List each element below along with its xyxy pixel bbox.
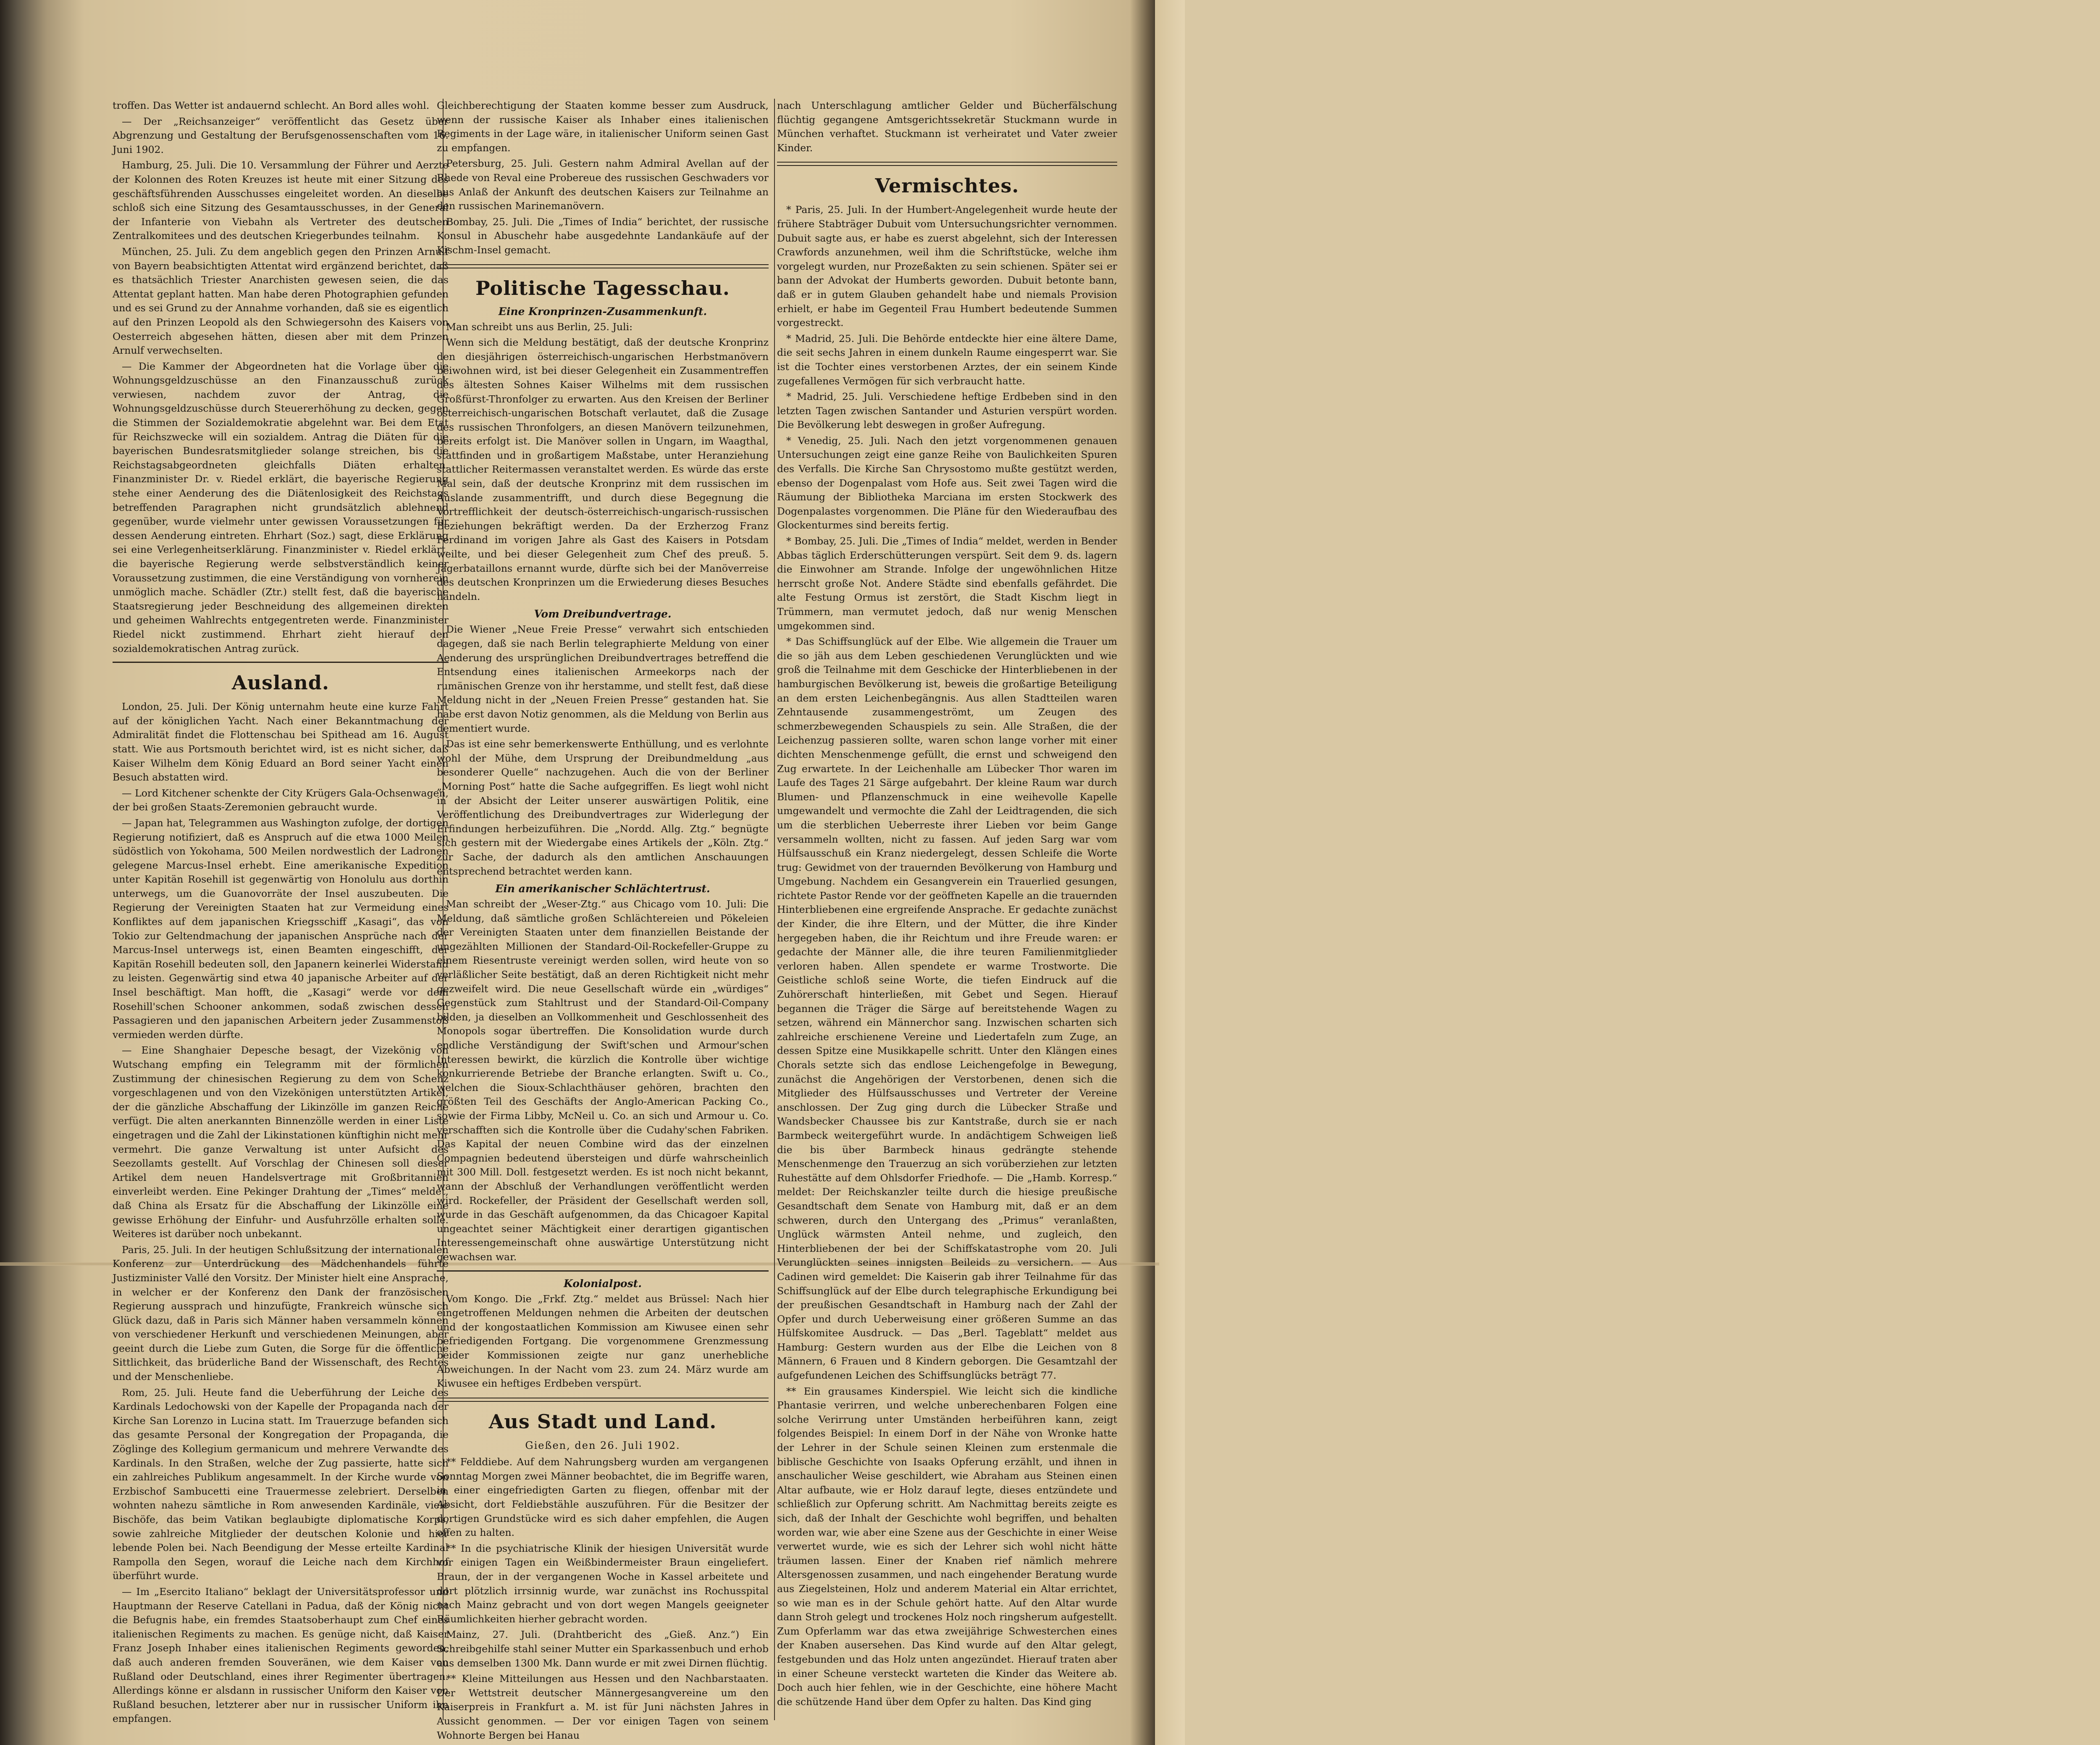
section-rule <box>777 162 1117 166</box>
article-text: troffen. Das Wetter ist andauernd schlecht. An Bord alles wohl. <box>113 100 430 111</box>
subheading-kolonialpost: Kolonialpost. <box>564 1277 642 1290</box>
article-text: — Im „Esercito Italiano“ beklagt der Universitätsprofessor und Hauptmann der Reserve Catellani in Padua, daß der König nicht die Befugnis habe, ein fremdes Staatsoberhaupt zum Chef eines italienischen Regiments zu machen. Es genüge nicht, daß Kaiser Franz Joseph Inhaber eines italienischen Regiments geworden, daß auch anderen fremden Souveränen, wie dem Kaiser von Rußland oder Deutschland, eines ihrer Regimenter übertragen. Allerdings könne er alsdann in russischer Uniform den Kaiser von Rußland besuchen, letzterer aber nur in russischer Uniform ihn empfangen. <box>113 1585 449 1725</box>
section-rule <box>437 1270 769 1272</box>
dateline: Gießen, den 26. Juli 1902. <box>525 1439 680 1451</box>
article-text: — Lord Kitchener schenkte der City Krügers Gala-Ochsenwagen, der bei großen Staats-Zeremonien gebraucht wurde. <box>113 787 449 813</box>
article-text: * Madrid, 25. Juli. Verschiedene heftige Erdbeben sind in den letzten Tagen zwischen Santander und Asturien verspürt worden. Die Bevölkerung lebt deswegen in großer Aufregung. <box>777 391 1117 431</box>
article-text: Das ist eine sehr bemerkenswerte Enthüllung, und es verlohnte wohl der Mühe, dem Ursprung der Dreibundmeldung „aus besonderer Quelle“ nachzugehen. Auch die von der Berliner „Morning Post“ hatte die Sache aufgegriffen. Es liegt wohl nicht in der Absicht der Leiter unserer auswärtigen Politik, eine Veröffentlichung des Dreibundvertrages zur Widerlegung der Erfindungen herbeizuführen. Die „Nordd. Allg. Ztg.“ begnügte sich gestern mit der Wiedergabe eines Artikels der „Köln. Ztg.“ zur Sache, der dadurch als den amtlichen Anschauungen entsprechend betrachtet werden kann. <box>437 738 769 877</box>
article-text: ** Felddiebe. Auf dem Nahrungsberg wurden am vergangenen Sonntag Morgen zwei Männer beobachtet, die im Begriffe waren, in einer eingefriedigten Garten zu fliegen, offenbar mit der Absicht, dort Feldiebstähle auszuführen. Für die Besitzer der dortigen Grundstücke wird es sich daher empfehlen, die Augen offen zu halten. <box>437 1456 769 1539</box>
article-text: Petersburg, 25. Juli. Gestern nahm Admiral Avellan auf der Rhede von Reval eine Probereue des russischen Geschwaders vor aus Anlaß der Ankunft des deutschen Kaisers zur Teilnahme an den russischen Marinemanövern. <box>437 158 769 212</box>
article-text: London, 25. Juli. Der König unternahm heute eine kurze Fahrt auf der königlichen Yacht. Nach einer Bekanntmachung der Admiralität findet die Flottenschau bei Spithead am 16. August statt. Wie aus Portsmouth berichtet wird, ist es nicht sicher, daß Kaiser Wilhelm dem König Eduard an Bord seiner Yacht einen Besuch abstatten wird. <box>113 701 449 783</box>
section-heading-politische-tagesschau: Politische Tagesschau. <box>475 276 730 300</box>
article-text: Vom Kongo. Die „Frkf. Ztg.“ meldet aus Brüssel: Nach hier eingetroffenen Meldungen nehmen die Arbeiten der deutschen und der kongostaatlichen Kommission am Kiwusee einen sehr befriedigenden Fortgang. Die vorgenommene Grenzmessung beider Kommissionen zeigte nur ganz unerhebliche Abweichungen. In der Nacht vom 23. zum 24. März wurde am Kiwusee ein heftiges Erdbeben verspürt. <box>437 1293 769 1390</box>
article-text: Bombay, 25. Juli. Die „Times of India“ berichtet, der russische Konsul in Abuschehr habe ausgedehnte Landankäufe auf der Kischm-Insel gemacht. <box>437 215 769 256</box>
section-rule <box>437 1398 769 1402</box>
column-1 <box>113 99 449 1724</box>
subheading: Eine Kronprinzen-Zusammenkunft. <box>498 305 707 318</box>
article-text: — Japan hat, Telegrammen aus Washington zufolge, der dortigen Regierung notifiziert, daß es Anspruch auf die etwa 1000 Meilen südöstlich von Yokohama, 500 Meilen nordwestlich der Ladronen gelegene Marcus-Insel erhebt. Eine amerikanische Expedition unter Kapitän Rosehill ist gegenwärtig von Honolulu aus dorthin unterwegs, um die Guanovorräte der Insel auszubeuten. Die Regierung der Vereinigten Staaten hat zur Vermeidung eines Konfliktes auf dem japanischen Kriegsschiff „Kasagi“, das von Tokio zur Geltendmachung der japanischen Ansprüche nach der Marcus-Insel unterwegs ist, einen Beamten eingeschifft, der Kapitän Rosehill bedeuten soll, den Japanern keinerlei Widerstand zu leisten. Gegenwärtig sind etwa 40 japanische Arbeiter auf der Insel beschäftigt. Man hofft, die „Kasagi“ werde vor dem Rosehill'schen Schooner ankommen, sodaß zwischen dessen Passagieren und den japanischen Arbeitern jeder Zusammenstoß vermieden werden dürfte. <box>113 817 449 1041</box>
article-text: — Eine Shanghaier Depesche besagt, der Vizekönig von Wutschang empfing ein Telegramm mit der förmlichen Zustimmung der chinesischen Regierung zu dem von Schenz vorgeschlagenen und von den Vizekönigen unterstützten Artikel, der die gänzliche Abschaffung der Likinzölle im ganzen Reiche verfügt. Die alten anerkannten Binnenzölle werden in einer Liste eingetragen und die Zahl der Likinstationen künftighin nicht mehr vermehrt. Die ganze Verwaltung ist unter Aufsicht des Seezollamts gestellt. Auf Vorschlag der Chinesen soll dieser Artikel dem neuen Handelsvertrage mit Großbritannien einverleibt werden. Eine Pekinger Drahtung der „Times“ meldet, daß China als Ersatz für die Abschaffung der Likinzölle eine gewisse Erhöhung der Einfuhr- und Ausfuhrzölle erhalten solle. Weiteres ist darüber noch unbekannt. <box>113 1044 449 1240</box>
article-text: * Venedig, 25. Juli. Nach den jetzt vorgenommenen genauen Untersuchungen zeigt eine ganze Reihe von Baulichkeiten Spuren des Verfalls. Die Kirche San Chrysostomo mußte gestützt werden, ebenso der Dogenpalast vom Hofe aus. Seit zwei Tagen wird die Räumung der Bibliotheka Marciana im ersten Stockwerk des Dogenpalastes vorgenommen. Die Pläne für den Wiederaufbau des Glockenturmes sind bereits fertig. <box>777 434 1117 531</box>
article-text: * Paris, 25. Juli. In der Humbert-Angelegenheit wurde heute der frühere Stabträger Dubuit vom Untersuchungsrichter vernommen. Dubuit sagte aus, er habe es zuerst abgelehnt, sich der Interessen Crawfords anzunehmen, weil ihm die Schriftstücke, welche ihm vorgelegt wurden, nur Prozeßakten zu sein schienen. Später sei er bann der Advokat der Humberts geworden. Dubuit betonte bann, daß er in gutem Glauben gehandelt habe und niemals Provision erhielt, er habe im Gegenteil Frau Humbert bedeutende Summen vorgestreckt. <box>777 204 1117 329</box>
article-text: München, 25. Juli. Zu dem angeblich gegen den Prinzen Arnulf von Bayern beabsichtigten Attentat wird ergänzend berichtet, daß es thatsächlich Triester Anarchisten gewesen seien, die das Attentat geplant hatten. Man habe deren Photographien gefunden und es sei Grund zu der Annahme vorhanden, daß sie es eigentlich auf den Prinzen Leopold als den Schwiegersohn des Kaisers von Oesterreich abgesehen hätten, diesen aber mit dem Prinzen Arnulf verwechselten. <box>113 245 449 357</box>
article-text: — Die Kammer der Abgeordneten hat die Vorlage über die Wohnungsgeldzuschüsse an den Finanzausschuß zurück verwiesen, nachdem zuvor der Antrag, die Wohnungsgeldzuschüsse durch Steuererhöhung zu decken, gegen die Stimmen der Sozialdemokratie abgelehnt war. Bei dem Etat für Reichszwecke will ein sozialdem. Antrag die Diäten für die bayerischen Bundesratsmitglieder solange streichen, bis die Reichstagsabgeordneten gleichfalls Diäten erhalten. Finanzminister Dr. v. Riedel erklärt, die bayerische Regierung stehe einer Aenderung des die Diätenlosigkeit des Reichstags betreffenden Paragraphen nicht grundsätzlich ablehnend gegenüber, wurde vielmehr unter gewissen Voraussetzungen für dessen Aenderung eintreten. Ehrhart (Soz.) sagt, diese Erklärung sei eine Verlegenheitserklärung. Finanzminister v. Riedel erklärt, die bayerische Regierung werde selbstverständlich keiner Voraussetzung zustimmen, die eine Verständigung von vornherein unmöglich mache. Schädler (Ztr.) stellt fest, daß die bayerische Staatsregierung jeder Beschneidung des allgemeinen direkten und geheimen Wahlrechts entgegentreten werde. Finanzminister Riedel nickt zustimmend. Ehrhart zieht hierauf den sozialdemokratischen Antrag zurück. <box>113 360 449 654</box>
section-heading-vermischtes: Vermischtes. <box>875 174 1019 197</box>
column-3 <box>777 99 1117 1724</box>
column-rule <box>774 99 775 1720</box>
section-rule <box>437 264 769 268</box>
article-text: nach Unterschlagung amtlicher Gelder und Bücherfälschung flüchtig gegangene Amtsgerichtssekretär Stuckmann wurde in München verhaftet. Stuckmann ist verheiratet und Vater zweier Kinder. <box>777 100 1117 154</box>
article-text: ** Kleine Mitteilungen aus Hessen und den Nachbarstaaten. Der Wettstreit deutscher Männergesangvereine um den Kaiserpreis in Frankfurt a. M. ist für Juni nächsten Jahres in Aussicht genommen. — Der vor einigen Tagen von seinem Wohnorte Bergen bei Hanau <box>437 1673 769 1741</box>
section-rule <box>113 662 449 663</box>
article-text: * Madrid, 25. Juli. Die Behörde entdeckte hier eine ältere Dame, die seit sechs Jahren in einem dunkeln Raume eingesperrt war. Sie ist die Tochter eines verstorbenen Arztes, der ein seinem Kinde zugefallenes Vermögen für sich verbraucht hatte. <box>777 332 1117 387</box>
column-2 <box>437 99 769 1741</box>
article-text: * Das Schiffsunglück auf der Elbe. Wie allgemein die Trauer um die so jäh aus dem Leben geschiedenen Verunglückten und wie groß die Teilnahme mit dem Geschicke der Hinterbliebenen in der hamburgischen Bevölkerung ist, beweis die großartige Beteiligung an dem ersten Leichenbegängnis. Aus allen Stadtteilen waren Zehntausende zusammengeströmt, um Zeugen des schmerzbewegenden Schauspiels zu sein. Alle Straßen, die der Leichenzug passieren sollte, waren schon lange vorher mit einer dichten Menschenmenge gefüllt, die ernst und schweigend den Zug erwartete. In der Leichenhalle am Lübecker Thor waren im Laufe des Tages 21 Särge aufgebahrt. Der kleine Raum war durch Blumen- und Pflanzenschmuck in eine weihevolle Kapelle umgewandelt und vermochte die Zahl der Leidtragenden, die sich um die sterblichen Ueberreste ihrer Lieben vor beim Gange versammeln wollten, nicht zu fassen. Auf jeden Sarg war vom Hülfsausschuß ein Kranz niedergelegt, dessen Schleife die Worte trug: Gewidmet von der trauernden Bevölkerung von Hamburg und Umgebung. Nachdem ein Gesangverein ein Trauerlied gesungen, richtete Pastor Rende vor der geöffneten Kapelle an die trauernden Hinterbliebenen eine ergreifende Ansprache. Er gedachte zunächst der Kinder, die ihre Eltern, und der Mütter, die ihre Kinder hergegeben haben, die ihr Reichtum und ihre Freude waren: er gedachte der Männer alle, die ihre teuren Familienmitglieder verloren haben. Allen spendete er warme Trostworte. Die Geistliche schloß seine Worte, die tiefen Eindruck auf die Zuhörerschaft hinterließen, mit Gebet und Segen. Hierauf begannen die Träger die Särge auf bereitstehende Wagen zu setzen, während ein Männerchor sang. Inzwischen scharten sich zahlreiche erschienene Vereine und Liedertafeln zum Zuge, an dessen Spitze eine Musikkapelle schritt. Unter den Klängen eines Chorals setzte sich das endlose Leichengefolge in Bewegung, zunächst die Angehörigen der Verstorbenen, denen sich die Mitglieder des Hülfsausschusses und Vertreter der Vereine anschlossen. Der Zug ging durch die Lübecker Straße und Wandsbecker Chaussee bis zur Kantstraße, durch sie er nach Barmbeck weitergeführt wurde. In andächtigem Schweigen ließ die bis über Barmbeck hinaus gedrängte stehende Menschenmenge den Trauerzug an sich vorüberziehen zur letzten Ruhestätte auf dem Ohlsdorfer Friedhofe. — Die „Hamb. Korresp.“ meldet: Der Reichskanzler teilte durch die hiesige preußische Gesandtschaft dem Senate von Hamburg mit, daß er an dem schweren, durch den Untergang des „Primus“ veranlaßten, Unglück wärmsten Anteil nehme, und zugleich, den Hinterbliebenen der bei der Schiffskatastrophe vom 20. Juli Verunglückten seines innigsten Beileids zu versichern. — Aus Cadinen wird gemeldet: Die Kaiserin gab ihrer Teilnahme für das Schiffsunglück auf der Elbe durch telegraphische Erkundigung bei der preußischen Gesandtschaft in Hamburg nach der Zahl der Opfer und durch Ueberweisung einer größeren Summe an das Hülfskomitee Ausdruck. — Das „Berl. Tageblatt“ meldet aus Hamburg: Gestern wurden aus der Elbe die Leichen von 8 Männern, 6 Frauen und 8 Kindern geborgen. Die Gesamtzahl der aufgefundenen Leichen des Schiffsunglücks beträgt 77. <box>777 636 1117 1382</box>
article-text: ** Ein grausames Kinderspiel. Wie leicht sich die kindliche Phantasie verirren, und welche unberechenbaren Folgen eine solche Verirrung unter Umständen herbeiführen kann, zeigt folgendes Beispiel: In einem Dorf in der Nähe von Wronke hatte der Lehrer in der Schule seinen Kleinen zum erstenmale die biblische Geschichte von Isaaks Opferung erzählt, und ihnen in anschaulicher Weise geschildert, wie Abraham aus Steinen einen Altar aufbaute, wie er Holz darauf legte, dieses entzündete und schließlich zur Opferung schritt. Am Nachmittag bereits zeigte es sich, daß der Inhalt der Geschichte wohl begriffen, und behalten worden war, wie aber eine Szene aus der Geschichte in einer Weise verwertet wurde, wie es sich der Lehrer sich wohl nicht hätte träumen lassen. Einer der Knaben rief nämlich mehrere Altersgenossen zusammen, und nach eingehender Beratung wurde aus Ziegelsteinen, Holz und anderem Material ein Altar errichtet, so wie man es in der Schule gehört hatte. Auf den Altar wurde dann Stroh gelegt und trockenes Holz noch ringsherum aufgestellt. Zum Opferlamm war das etwa zweijährige Schwesterchen eines der Knaben ausersehen. Das Kind wurde auf den Altar gelegt, festgebunden und das Holz unten angezündet. Hierauf traten aber in einer Scheune versteckt warteten die Kinder das Weitere ab. Doch auch hier fehlen, wie in der Geschichte, eine höhere Macht die schützende Hand über dem Opfer zu halten. Das Kind ging <box>777 1385 1117 1708</box>
section-heading-ausland: Ausland. <box>232 671 329 694</box>
article-text: ** In die psychiatrische Klinik der hiesigen Universität wurde vor einigen Tagen ein Weißbindermeister Braun eingeliefert. Braun, der in der vergangenen Woche in Kassel arbeitete und dort plötzlich irrsinnig wurde, war zunächst ins Rochusspital nach Mainz gebracht und von dort wegen Mangels geeigneter Räumlichkeiten hierher gebracht worden. <box>437 1542 769 1625</box>
article-text: * Bombay, 25. Juli. Die „Times of India“ meldet, werden in Bender Abbas täglich Erderschütterungen verspürt. Seit dem 9. ds. lagern die Einwohner am Strande. Infolge der ungewöhnlichen Hitze herrscht große Not. Andere Städte sind ebenfalls gefährdet. Die alte Festung Ormus ist zerstört, die Stadt Kischm liegt in Trümmern, man vermutet jedoch, daß nur wenig Menschen umgekommen sind. <box>777 535 1117 632</box>
subheading: Ein amerikanischer Schlächtertrust. <box>495 883 710 895</box>
article-text: Man schreibt der „Weser-Ztg.“ aus Chicago vom 10. Juli: Die Meldung, daß sämtliche großen Schlächtereien und Pökeleien der Vereinigten Staaten unter dem finanziellen Beistande der ungezählten Millionen der Standard-Oil-Rockefeller-Gruppe zu einem Riesentruste vereinigt werden sollen, wird heute von so verläßlicher Seite bestätigt, daß an deren Richtigkeit nicht mehr gezweifelt wird. Die neue Gesellschaft würde ein „würdiges“ Gegenstück zum Stahltrust und der Standard-Oil-Company bilden, ja dieselben an Vollkommenheit und Geschlossenheit des Monopols sogar übertreffen. Die Konsolidation wurde durch endliche Verständigung der Swift'schen und Armour'schen Interessen bewirkt, die kürzlich die Kontrolle über wichtige konkurrierende Betriebe der Branche erlangten. Swift u. Co., welchen die Sioux-Schlachthäuser gehören, brachten den größten Teil des Geschäfts der Anglo-American Packing Co., sowie der Firma Libby, McNeil u. Co. an sich und Armour u. Co. verschafften sich die Kontrolle über die Cudahy'schen Fabriken. Das Kapital der neuen Combine wird das der einzelnen Compagnien bedeutend übersteigen und dürfe wahrscheinlich mit 300 Mill. Doll. festgesetzt werden. Es ist noch nicht bekannt, wann der Abschluß der Verhandlungen veröffentlicht werden wird. Rockefeller, der Präsident der Gesellschaft werden soll, wurde in das Geschäft aufgenommen, da das Chicagoer Kapital ungeachtet seiner Mächtigkeit einer derartigen gigantischen Interessengemeinschaft ohne auswärtige Unterstützung nicht gewachsen war. <box>437 898 769 1263</box>
adjacent-page-edge <box>1155 0 1185 1745</box>
article-text: Die Wiener „Neue Freie Presse“ verwahrt sich entschieden dagegen, daß sie nach Berlin telegraphierte Meldung von einer Aenderung des ursprünglichen Dreibundvertrages betreffend die Entsendung eines italienischen Armeekorps nach der rumänischen Grenze von ihr herstamme, und stellt fest, daß diese Meldung nicht in der „Neuen Freien Presse“ gestanden hat. Sie habe erst davon Notiz genommen, als die Meldung von Berlin aus dementiert wurde. <box>437 623 769 734</box>
section-heading-aus-stadt-und-land: Aus Stadt und Land. <box>488 1410 717 1433</box>
article-text: Hamburg, 25. Juli. Die 10. Versammlung der Führer und Aerzte der Kolonnen des Roten Kreuzes ist heute mit einer Sitzung des geschäftsführenden Ausschusses eingeleitet worden. An dieselbe schloß sich eine Sitzung des Gesamtausschusses, in der General der Infanterie von Viebahn als Vertreter des deutschen Zentralkomitees und des deutschen Kriegerbundes teilnahm. <box>113 159 449 242</box>
article-text: Rom, 25. Juli. Heute fand die Ueberführung der Leiche des Kardinals Ledochowski von der Kapelle der Propaganda nach der Kirche San Lorenzo in Lucina statt. Im Trauerzuge befanden sich das gesamte Personal der Kongregation der Propaganda, die Zöglinge des Kollegium germanicum und mehrere Verwandte des Kardinals. In den Straßen, welche der Zug passierte, hatte sich ein zahlreiches Publikum angesammelt. In der Kirche wurde von Erzbischof Sambucetti eine Trauermesse zelebriert. Derselben wohnten nahezu sämtliche in Rom anwesenden Kardinäle, viele Bischöfe, das beim Vatikan beglaubigte diplomatische Korps, sowie zahlreiche Mitglieder der deutschen Kolonie und hier lebende Polen bei. Nach Beendigung der Messe erteilte Kardinal Rampolla den Segen, worauf die Leiche nach dem Kirchhof überführt wurde. <box>113 1386 449 1582</box>
article-text: Paris, 25. Juli. In der heutigen Schlußsitzung der internationalen Konferenz zur Unterdrückung des Mädchenhandels führte Justizminister Vallé den Vorsitz. Der Minister hielt eine Ansprache, in welcher er der Konferenz den Dank der französischen Regierung aussprach und hinzufügte, Frankreich wünsche sich Glück dazu, daß in Paris sich Männer haben versammeln können von verschiedener Herkunft und verschiedenen Meinungen, aber geeint durch die Liebe zum Guten, die Sorge für die öffentliche Sittlichkeit, das brüderliche Band der Wissenschaft, des Rechtes und der Menschenliebe. <box>113 1243 449 1383</box>
article-text: — Der „Reichsanzeiger“ veröffentlicht das Gesetz über Abgrenzung und Gestaltung der Berufsgenossenschaften vom 16. Juni 1902. <box>113 115 449 155</box>
article-text: Man schreibt uns aus Berlin, 25. Juli: <box>446 321 633 333</box>
subheading: Vom Dreibundvertrage. <box>534 608 672 620</box>
article-text: Mainz, 27. Juli. (Drahtbericht des „Gieß. Anz.“) Ein Schreibgehilfe stahl seiner Mutter ein Sparkassenbuch und erhob aus demselben 1300 Mk. Dann wurde er mit zwei Dirnen flüchtig. <box>437 1629 769 1669</box>
article-text: Wenn sich die Meldung bestätigt, daß der deutsche Kronprinz den diesjährigen österreichisch-ungarischen Herbstmanövern beiwohnen wird, ist bei dieser Gelegenheit ein Zusammentreffen des ältesten Sohnes Kaiser Wilhelms mit dem russischen Großfürst-Thronfolger zu erwarten. Aus den Kreisen der Berliner österreichisch-ungarischen Botschaft verlautet, daß die Zusage des russischen Thronfolgers, an diesen Manövern teilzunehmen, bereits erfolgt ist. Die Manöver sollen in Ungarn, im Waagthal, stattfinden und in großartigem Maßstabe, unter Heranziehung stattlicher Reitermassen veranstaltet werden. Es würde das erste Mal sein, daß der deutsche Kronprinz mit dem russischen im Auslande zusammentrifft, und durch diese Begegnung die Vortrefflichkeit der deutsch-österreichisch-ungarisch-russischen Beziehungen bekräftigt werden. Da der Erzherzog Franz Ferdinand im vorigen Jahre als Gast des Kaisers in Potsdam weilte, und bei dieser Gelegenheit zum Chef des preuß. 5. Jägerbataillons ernannt wurde, dürfte sich bei der Manöverreise des deutschen Kronprinzen um die Erwiederung dieses Besuches handeln. <box>437 336 769 602</box>
article-text: Gleichberechtigung der Staaten komme besser zum Ausdruck, wenn der russische Kaiser als Inhaber eines italienischen Regiments in der Lage wäre, in italienischer Uniform seinen Gast zu empfangen. <box>437 100 769 154</box>
